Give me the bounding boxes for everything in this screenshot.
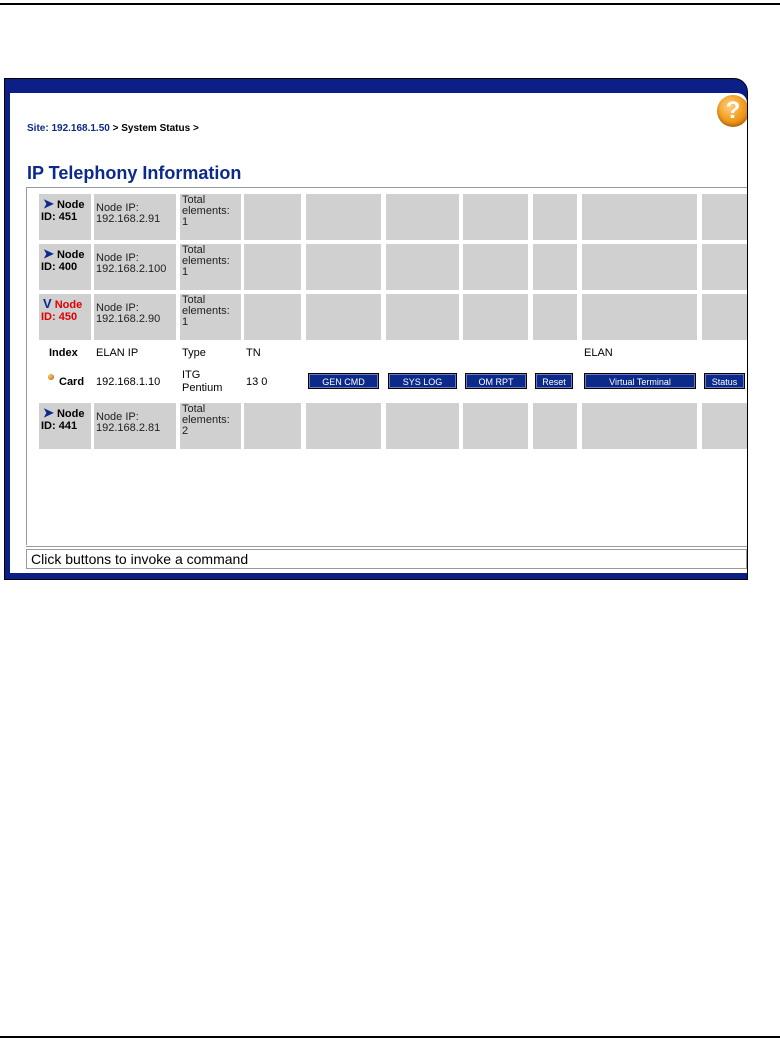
empty-cell — [306, 194, 381, 240]
header-elan-ip: ELAN IP — [96, 347, 139, 359]
empty-cell — [306, 294, 381, 340]
node-row-400[interactable] — [39, 244, 91, 290]
node-ip-cell — [94, 294, 176, 340]
empty-cell — [702, 403, 748, 449]
card-label: Card — [59, 376, 85, 388]
node-ip-label: Node IP: — [96, 252, 139, 264]
empty-cell — [702, 294, 748, 340]
empty-cell — [533, 294, 577, 340]
header-elan: ELAN — [584, 347, 613, 359]
empty-cell — [386, 403, 459, 449]
reset-button[interactable]: Reset — [536, 374, 572, 388]
empty-cell — [582, 294, 697, 340]
status-divider — [26, 546, 747, 547]
node-ip-value: 192.168.2.81 — [96, 422, 161, 434]
collapse-arrow-icon[interactable]: V — [43, 296, 52, 311]
om-rpt-button[interactable]: OM RPT — [466, 374, 526, 388]
card-bullet-icon — [48, 374, 54, 380]
card-tn: 13 0 — [246, 376, 268, 388]
elements-label: elements: — [182, 205, 230, 217]
elements-label: elements: — [182, 305, 230, 317]
breadcrumb-separator: > — [190, 123, 199, 134]
elements-label: elements: — [182, 414, 230, 426]
empty-cell — [582, 194, 697, 240]
header-tn: TN — [246, 347, 261, 359]
node-ip-label: Node IP: — [96, 302, 139, 314]
empty-cell — [533, 403, 577, 449]
top-rule — [0, 3, 780, 5]
empty-cell — [702, 244, 748, 290]
status-button[interactable]: Status — [705, 374, 744, 388]
node-ip-cell — [94, 244, 176, 290]
node-ip-cell — [94, 194, 176, 240]
node-id: ID: 451 — [41, 211, 78, 223]
gen-cmd-button[interactable]: GEN CMD — [309, 374, 378, 388]
elements-label: elements: — [182, 255, 230, 267]
node-id: ID: 441 — [41, 420, 78, 432]
total-label: Total — [182, 194, 206, 206]
empty-cell — [386, 294, 459, 340]
empty-cell — [463, 194, 528, 240]
breadcrumb — [27, 123, 199, 134]
total-elements-cell — [180, 194, 241, 240]
node-label: Node — [56, 408, 85, 420]
empty-cell — [463, 294, 528, 340]
empty-cell — [533, 194, 577, 240]
node-row-451[interactable] — [39, 194, 91, 240]
empty-cell — [244, 294, 301, 340]
bottom-rule — [0, 1036, 780, 1038]
empty-cell — [702, 194, 748, 240]
virtual-terminal-button[interactable]: Virtual Terminal — [585, 374, 695, 388]
empty-cell — [244, 194, 301, 240]
node-ip-value: 192.168.2.100 — [96, 263, 167, 275]
empty-cell — [386, 194, 459, 240]
total-count: 1 — [182, 316, 189, 328]
node-label: Node — [56, 249, 85, 261]
page-title: IP Telephony Information — [27, 163, 242, 183]
total-count: 2 — [182, 425, 189, 437]
expand-arrow-icon[interactable]: ➤ — [43, 246, 54, 261]
empty-cell — [463, 403, 528, 449]
node-label: Node — [56, 199, 85, 211]
total-label: Total — [182, 294, 206, 306]
total-count: 1 — [182, 216, 189, 228]
node-label: Node — [54, 299, 83, 311]
expand-arrow-icon[interactable]: ➤ — [43, 196, 54, 211]
window-content — [10, 93, 747, 573]
node-ip-label: Node IP: — [96, 411, 139, 423]
total-elements-cell — [180, 244, 241, 290]
breadcrumb-site-link[interactable]: Site: 192.168.1.50 — [27, 123, 110, 134]
empty-cell — [533, 244, 577, 290]
card-type-line2: Pentium — [182, 382, 223, 394]
total-label: Total — [182, 244, 206, 256]
node-ip-label: Node IP: — [96, 202, 139, 214]
card-elan-ip: 192.168.1.10 — [96, 376, 161, 388]
node-ip-cell — [94, 403, 176, 449]
sys-log-button[interactable]: SYS LOG — [389, 374, 456, 388]
breadcrumb-separator: > — [109, 123, 122, 134]
node-list-frame — [26, 187, 748, 545]
total-elements-cell — [180, 294, 241, 340]
empty-cell — [386, 244, 459, 290]
node-ip-value: 192.168.2.90 — [96, 313, 161, 325]
empty-cell — [463, 244, 528, 290]
node-id: ID: 400 — [41, 261, 78, 273]
empty-cell — [306, 403, 381, 449]
app-window — [4, 78, 748, 580]
node-row-450[interactable] — [39, 294, 91, 340]
empty-cell — [244, 403, 301, 449]
empty-cell — [582, 244, 697, 290]
total-elements-cell — [180, 403, 241, 449]
header-index: Index — [49, 347, 78, 359]
total-count: 1 — [182, 266, 189, 278]
empty-cell — [306, 244, 381, 290]
status-bar: Click buttons to invoke a command — [26, 549, 747, 569]
node-id: ID: 450 — [41, 311, 78, 323]
total-label: Total — [182, 403, 206, 415]
card-type-line1: ITG — [182, 369, 201, 381]
breadcrumb-system-status[interactable]: System Status — [121, 123, 191, 134]
card-type — [182, 369, 222, 395]
empty-cell — [244, 244, 301, 290]
help-icon[interactable]: ? — [717, 95, 748, 127]
node-row-441[interactable] — [39, 403, 91, 449]
node-ip-value: 192.168.2.91 — [96, 213, 161, 225]
empty-cell — [582, 403, 697, 449]
expand-arrow-icon[interactable]: ➤ — [43, 405, 54, 420]
header-type: Type — [182, 347, 206, 359]
